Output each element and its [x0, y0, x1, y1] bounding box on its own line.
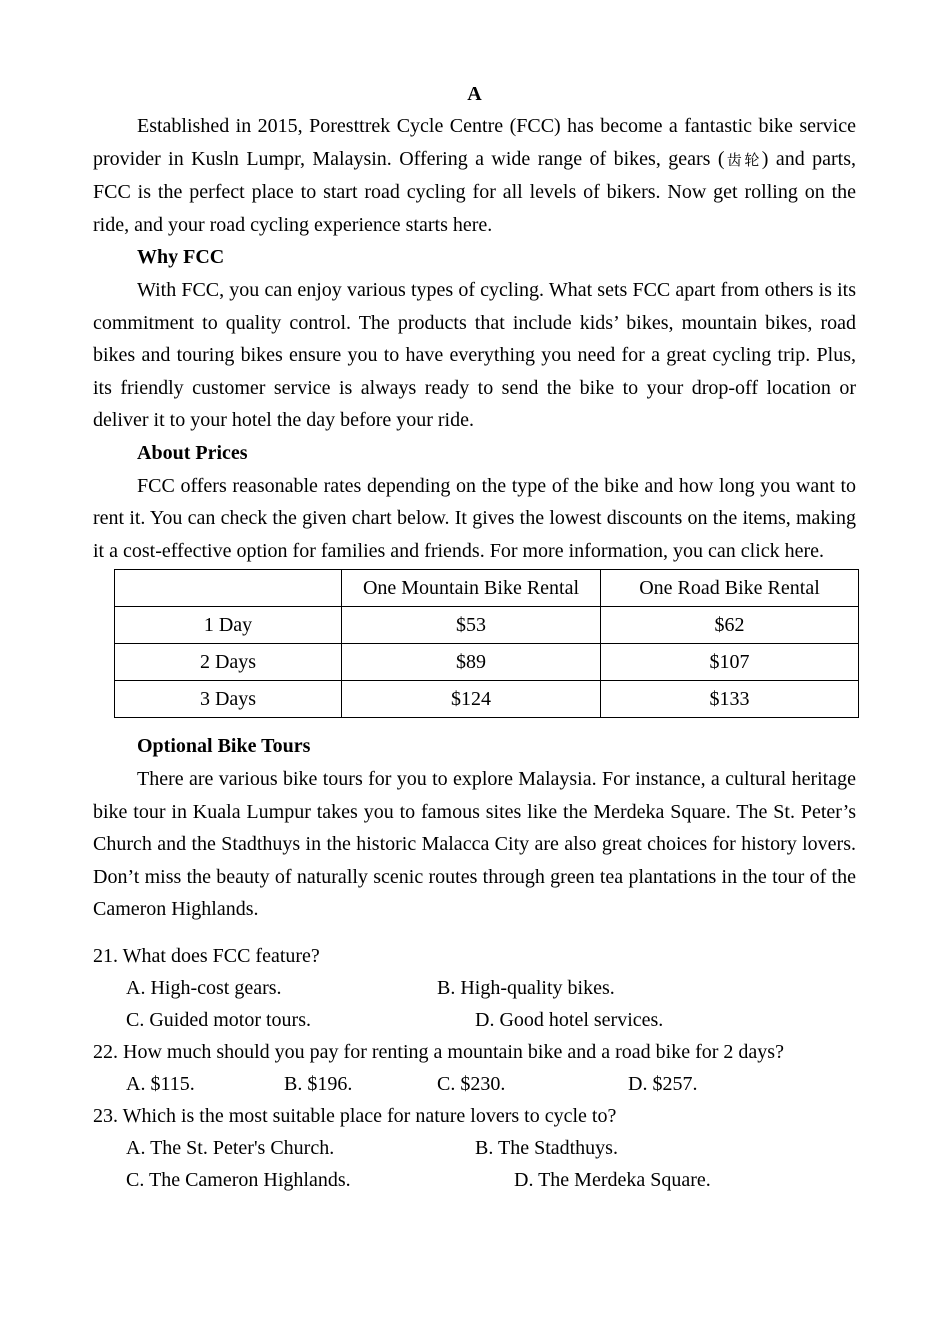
about-prices-paragraph: FCC offers reasonable rates depending on the type of the bike and how long you want to rent it. You can check the given chart below. It gives the lowest discounts on the items, making it a cost-effective option for families and friends. For more information, you can click here.	[93, 474, 856, 562]
rental-rate-table	[114, 569, 859, 718]
option-22-c: C. $230.	[437, 1072, 506, 1095]
question-23: 23. Which is the most suitable place for nature lovers to cycle to?	[93, 1104, 617, 1127]
option-22-d: D. $257.	[628, 1072, 698, 1095]
options-row	[93, 972, 856, 1004]
intro-text-start: Established in 2015, Poresttrek Cycle Centre (FCC) has become a fantastic bike service provider in Kusln Lumpr, Malaysin. Offering a wide range of bikes, gears (	[93, 115, 856, 170]
section-title: A	[467, 83, 482, 105]
table-cell: 1 Day	[115, 607, 342, 644]
document-page	[93, 78, 856, 1196]
table-cell: 3 Days	[115, 681, 342, 718]
intro-cjk-gloss: 齿轮	[724, 150, 762, 169]
option-21-a: A. High-cost gears.	[126, 976, 282, 999]
option-23-c: C. The Cameron Highlands.	[126, 1168, 351, 1191]
table-cell: $107	[601, 644, 859, 681]
why-fcc-heading: Why FCC	[137, 246, 225, 269]
table-header-cell: One Mountain Bike Rental	[342, 570, 601, 607]
option-21-c: C. Guided motor tours.	[126, 1008, 311, 1031]
table-cell: $124	[342, 681, 601, 718]
table-header-cell	[115, 570, 342, 607]
option-22-a: A. $115.	[126, 1072, 195, 1095]
options-row	[93, 1132, 856, 1164]
table-header-row	[115, 570, 859, 607]
option-23-b: B. The Stadthuys.	[475, 1136, 618, 1159]
table-row	[115, 681, 859, 718]
question-21: 21. What does FCC feature?	[93, 944, 320, 967]
option-23-a: A. The St. Peter's Church.	[126, 1136, 335, 1159]
options-row	[93, 1068, 856, 1100]
option-22-b: B. $196.	[284, 1072, 353, 1095]
table-cell: $133	[601, 681, 859, 718]
table-row	[115, 644, 859, 681]
question-22: 22. How much should you pay for renting a mountain bike and a road bike for 2 days?	[93, 1040, 784, 1063]
intro-paragraph	[93, 110, 856, 241]
why-fcc-paragraph: With FCC, you can enjoy various types of cycling. What sets FCC apart from others is its commitment to quality control. The products that include kids’ bikes, mountain bikes, road bikes and touring bikes ensure you to have everything you need for a great cycling trip. Plus, its friendly customer service is always ready to send the bike to your drop-off location or deliver it to your hotel the day before your ride.	[93, 278, 856, 432]
question-list	[93, 940, 856, 1196]
table-cell: $62	[601, 607, 859, 644]
table-cell: 2 Days	[115, 644, 342, 681]
table-header-cell: One Road Bike Rental	[601, 570, 859, 607]
bike-tours-heading: Optional Bike Tours	[137, 735, 311, 758]
table-row	[115, 607, 859, 644]
about-prices-heading: About Prices	[137, 441, 248, 464]
options-row	[93, 1164, 856, 1196]
table-cell: $89	[342, 644, 601, 681]
intro-text-end: ) and parts, FCC is the perfect place to start road cycling for all levels of bikers. Now get rolling on the ride, and your road cycling experience starts here.	[93, 147, 856, 236]
option-21-b: B. High-quality bikes.	[437, 976, 615, 999]
table-cell: $53	[342, 607, 601, 644]
option-21-d: D. Good hotel services.	[475, 1008, 664, 1031]
option-23-d: D. The Merdeka Square.	[514, 1168, 711, 1191]
bike-tours-paragraph: There are various bike tours for you to explore Malaysia. For instance, a cultural heritage bike tour in Kuala Lumpur takes you to famous sites like the Merdeka Square. The St. Peter’s Church and the Stadthuys in the historic Malacca City are also great choices for history lovers. Don’t miss the beauty of naturally scenic routes through green tea plantations in the tour of the Cameron Highlands.	[93, 767, 856, 921]
options-row	[93, 1004, 856, 1036]
